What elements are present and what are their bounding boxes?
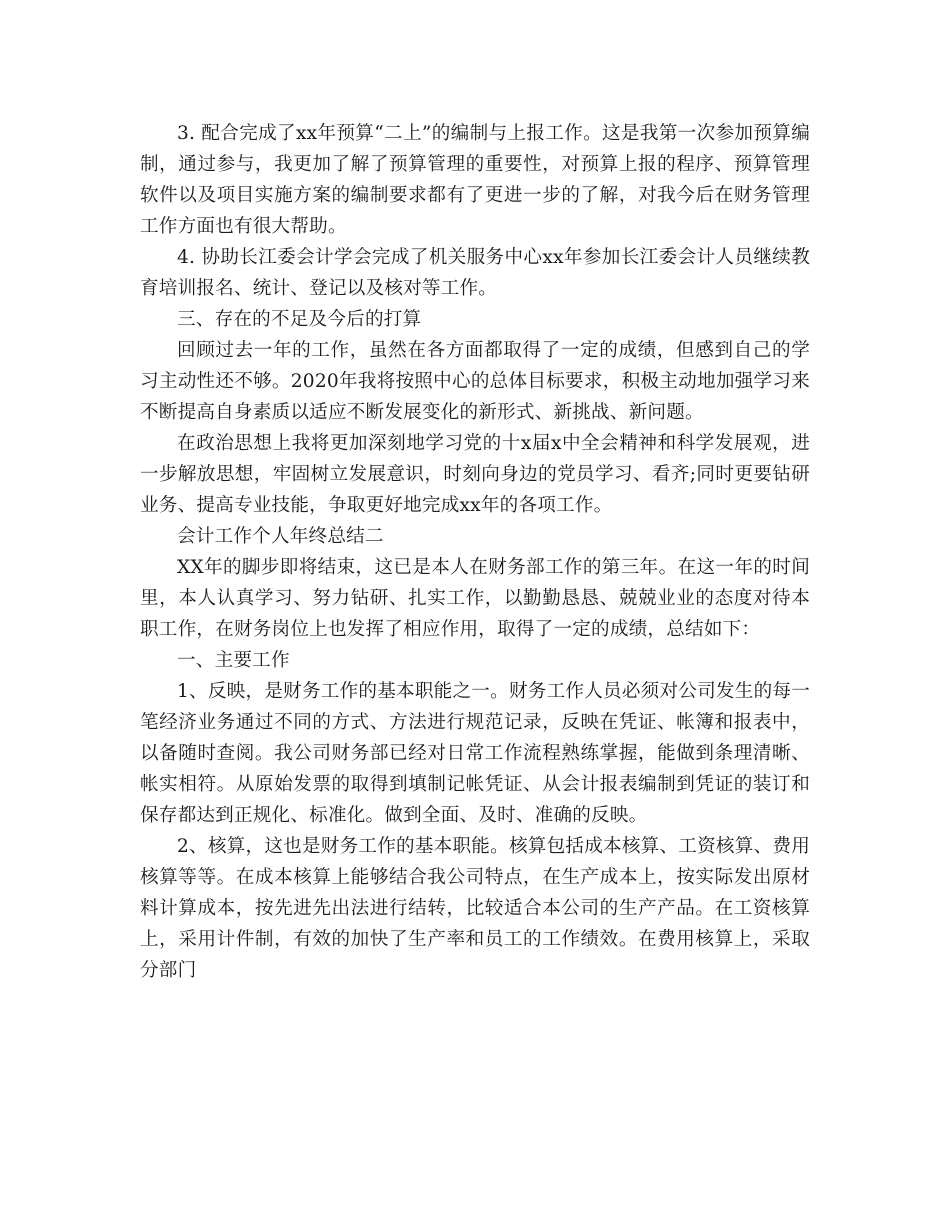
paragraph-accounting-function: 2、核算，这也是财务工作的基本职能。核算包括成本核算、工资核算、费用核算等等。在成本核算上能够结合我公司特点，在生产成本上，按实际发出原材料计算成本，按先进先出法进行结转，比较适合本公司的生产产品。在工资核算上，采用计件制，有效的加快了生产率和员工的工作绩效。在费用核算上，采取分部门 <box>140 836 810 981</box>
paragraph-political-thought: 在政治思想上我将更加深刻地学习党的十x届x中全会精神和科学发展观，进一步解放思想，牢固树立发展意识，时刻向身边的党员学习、看齐;同时更要钻研业务、提高专业技能，争取更好地完成xx年的各项工作。 <box>140 433 810 516</box>
paragraph-review-past-year: 回顾过去一年的工作，虽然在各方面都取得了一定的成绩，但感到自己的学习主动性还不够。2020年我将按照中心的总体目标要求，积极主动地加强学习来不断提高自身素质以适应不断发展变化的新形式、新挑战、新问题。 <box>140 340 810 423</box>
paragraph-training-registration: 4. 协助长江委会计学会完成了机关服务中心xx年参加长江委会计人员继续教育培训报名、统计、登记以及核对等工作。 <box>140 247 810 299</box>
section-heading-main-work: 一、主要工作 <box>177 650 290 671</box>
paragraph-budget-compilation: 3. 配合完成了xx年预算“二上”的编制与上报工作。这是我第一次参加预算编制，通过参与，我更加了解了预算管理的重要性，对预算上报的程序、预算管理软件以及项目实施方案的编制要求都有了更进一步的了解，对我今后在财务管理工作方面也有很大帮助。 <box>140 123 810 237</box>
section-heading-shortcomings: 三、存在的不足及今后的打算 <box>177 309 422 330</box>
paragraph-reflection-function: 1、反映，是财务工作的基本职能之一。财务工作人员必须对公司发生的每一笔经济业务通过不同的方式、方法进行规范记录，反映在凭证、帐簿和报表中，以备随时查阅。我公司财务部已经对日常工作流程熟练掌握，能做到条理清晰、帐实相符。从原始发票的取得到填制记帐凭证、从会计报表编制到凭证的装订和保存都达到正规化、标准化。做到全面、及时、准确的反映。 <box>140 681 810 826</box>
document-body <box>140 118 810 986</box>
paragraph-year-intro: XX年的脚步即将结束，这已是本人在财务部工作的第三年。在这一年的时间里，本人认真学习、努力钻研、扎实工作，以勤勤恳恳、兢兢业业的态度对待本职工作，在财务岗位上也发挥了相应作用，取得了一定的成绩，总结如下： <box>140 557 810 640</box>
document-subtitle: 会计工作个人年终总结二 <box>177 526 384 547</box>
